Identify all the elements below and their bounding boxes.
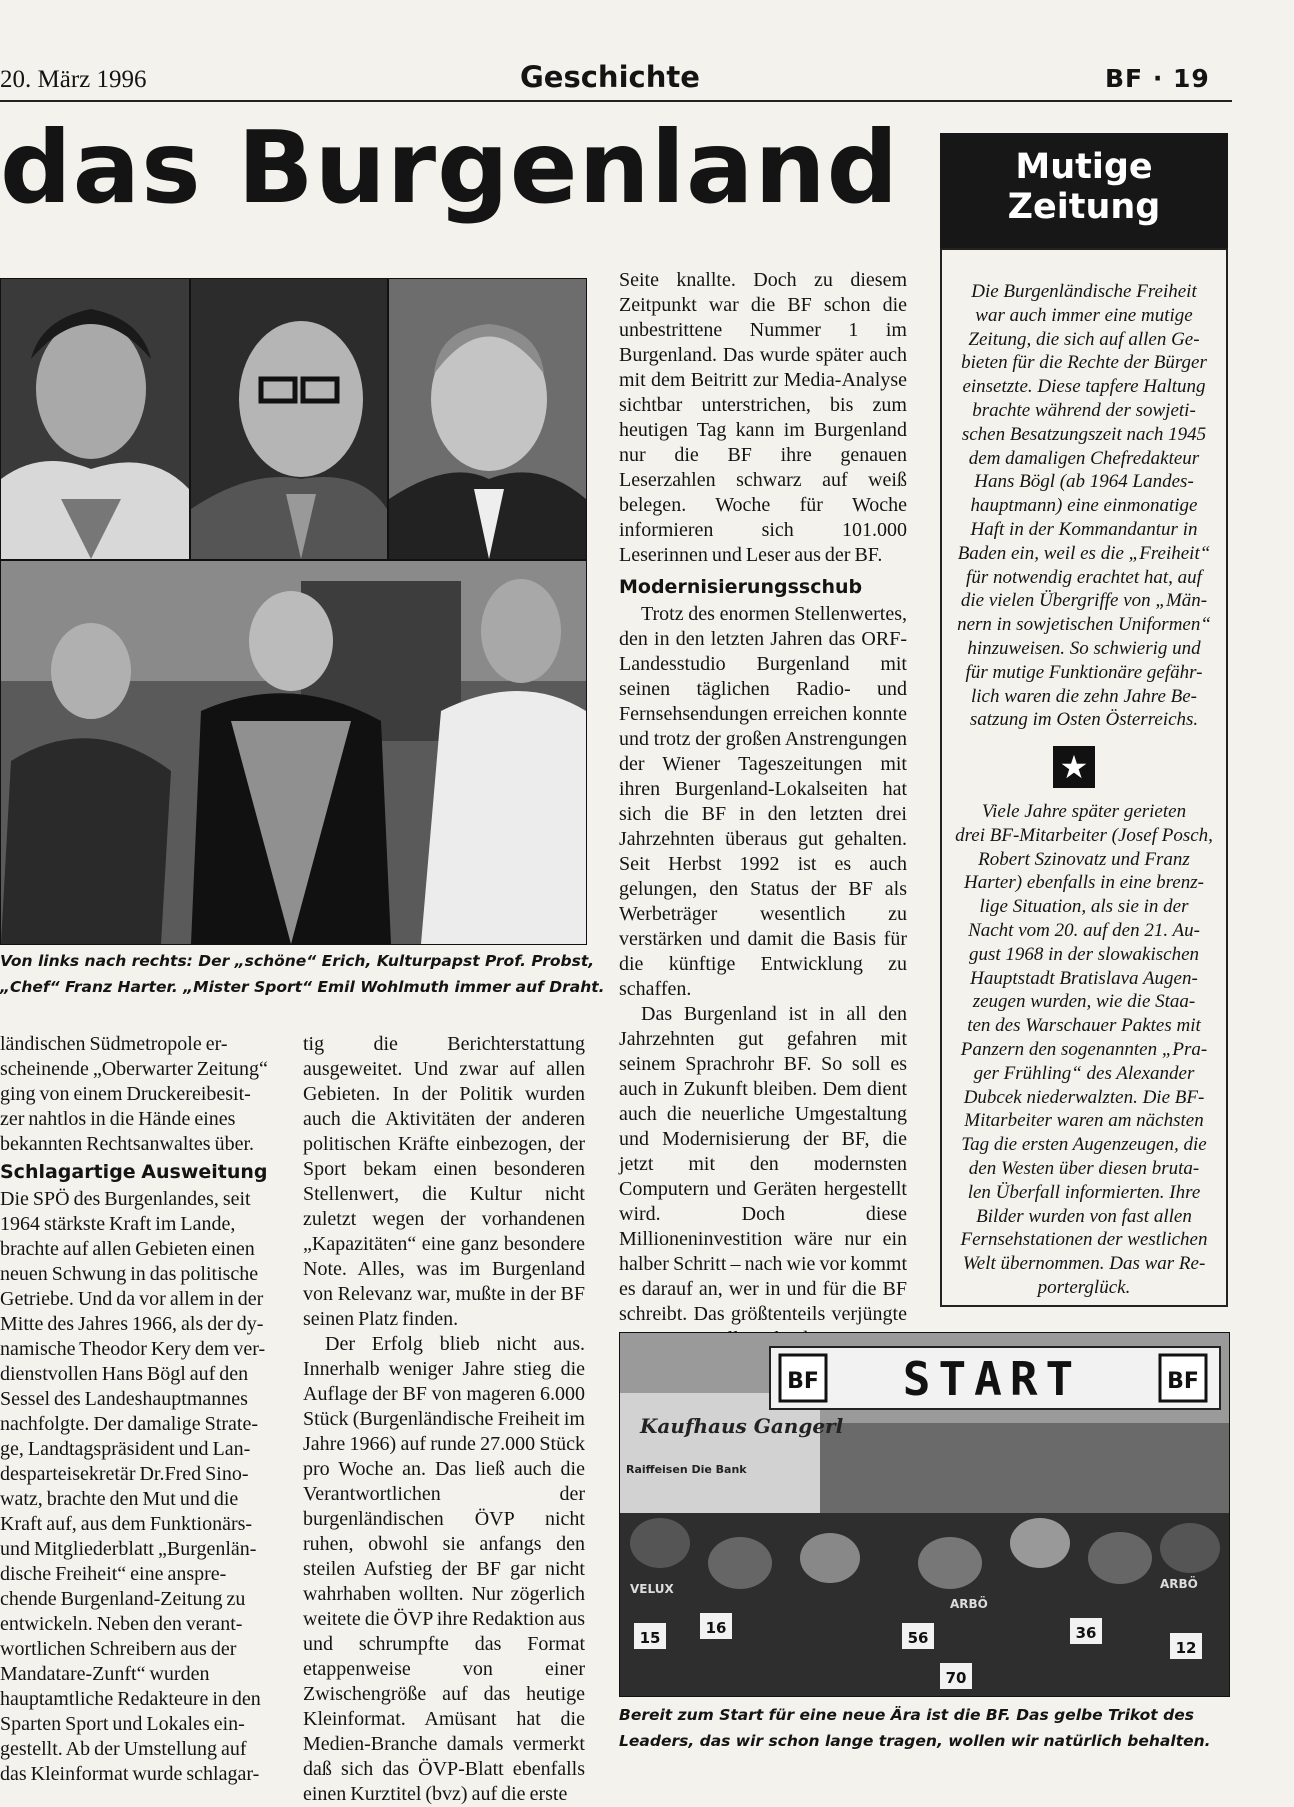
sidebar-line: Welt übernommen. Das war Re- — [962, 1253, 1206, 1275]
sidebar-line: Harter) ebenfalls in eine brenz- — [964, 872, 1204, 894]
article-column-2 — [303, 1032, 585, 1807]
col1-line: entwickeln. Neben den verant- — [0, 1613, 243, 1635]
sidebar-paragraph-1 — [944, 280, 1224, 732]
sidebar-line: schen Besatzungszeit nach 1945 — [961, 423, 1207, 445]
col3-paragraph: Seite knallte. Doch zu diesem Zeitpunkt war die BF schon die unbestrittene Nummer 1 im Burgenland. Das wurde später auch mit dem Beitritt zur Media-Analyse sichtbar unterstrichen, bis zum heutigen Tag kann im Burgenland nur die BF ihre genauen Leserzahlen schwarz auf weiß belegen. Woche für Woche informieren sich 101.000 Leserinnen und Leser aus der BF. — [619, 269, 907, 566]
col1-line: Mandatare-Zunft“ wurden — [0, 1663, 210, 1685]
sidebar-line: war auch immer eine mutige — [975, 304, 1193, 326]
rider-number: 12 — [1175, 1639, 1197, 1657]
portrait-photo-left — [0, 278, 190, 560]
col1-line: hauptamtliche Redakteure in den — [0, 1688, 261, 1710]
col3-paragraph: Das Burgenland ist in all den Jahrzehnten gut gefahren mit seinem Sprachrohr BF. So soll es auch in Zukunft bleiben. Dem dient auch die neuerliche Umgestaltung und Modernisierung der BF, die jetzt mit den modernsten Computern und Geräten hergestellt wird. Doch diese Millioneninvestition wäre nur ein halber Schritt – nach wie vor kommt es darauf an, wer in und für die BF schreibt. Das größtenteils verjüngte — [619, 1003, 907, 1325]
jersey-label: ARBÖ — [950, 1597, 988, 1611]
start-banner-text: START — [902, 1352, 1082, 1406]
jersey-label: ARBÖ — [1160, 1577, 1198, 1591]
portrait-photo-middle — [190, 278, 388, 560]
group-photo — [0, 560, 587, 945]
banner-logo-left: BF — [787, 1369, 819, 1394]
col2-paragraph: Der Erfolg blieb nicht aus. Innerhalb weniger Jahre stieg die Auflage der BF von mageren 6.000 Stück (Burgenländische Freiheit im Jahre 1966) auf runde 27.000 Stück pro Woche an. Das ließ auch die Verantwortlichen der burgenländischen ÖVP nicht ruhen, obwohl sie anfangs den steilen Aufstieg der BF gar nicht wahrhaben wollten. Nur zögerlich weitete die ÖVP ihre Redaktion aus und schrumpfte das Format etappenweise von einer Zwischengröße auf das heutige Kleinformat. Amüsant hat die Medien-Branche damals vermerkt daß sich das ÖVP-Blatt ebenfalls einen Kurztitel (bvz) auf die erste — [303, 1333, 585, 1805]
rider-number: 70 — [945, 1669, 967, 1687]
page-number: BF · 19 — [1105, 64, 1210, 93]
sidebar-title — [940, 133, 1228, 248]
sidebar-line: die vielen Übergriffe von „Män- — [960, 590, 1208, 612]
col1-line: scheinende „Oberwarter Zeitung“ — [0, 1058, 268, 1080]
jersey-label: VELUX — [630, 1582, 674, 1596]
col1-line: zer nahtlos in die Hände eines — [0, 1108, 236, 1130]
col1-line: gestellt. Ab der Umstellung auf — [0, 1738, 247, 1760]
sidebar-line: Tag die ersten Augenzeugen, die — [961, 1134, 1207, 1156]
sidebar-line: für notwendig erachtet hat, auf — [966, 566, 1202, 588]
sidebar-line: Baden ein, weil es die „Freiheit“ — [957, 542, 1211, 564]
col1-line: ländischen Südmetropole er- — [0, 1033, 228, 1055]
sidebar-line: dem damaligen Chefredakteur — [968, 447, 1200, 469]
group-photo-caption-line2: „Chef“ Franz Harter. „Mister Sport“ Emil Wohlmuth immer auf Draht. — [0, 978, 605, 996]
col3-paragraph: Trotz des enormen Stellenwertes, den in den letzten Jahren das ORF-Landesstudio Burgenland mit seinen täglichen Radio- und Fernsehsendungen erreichen konnte und trotz der großen Anstrengungen der Wiener Tageszeitungen mit ihren Burgenland-Lokalseiten hat sich die BF in den letzten drei Jahrzehnten überaus gut gehalten. Seit Herbst 1992 ist es auch gelungen, den Status der BF als Werbeträger wesentlich zu verstärken und damit die Basis für die künftige Entwicklung zu schaffen. — [619, 603, 907, 1000]
portrait-photo-right — [388, 278, 587, 560]
sidebar-line: Hauptstadt Bratislava Augen- — [970, 967, 1198, 989]
sidebar-line: lige Situation, als sie in der — [979, 896, 1189, 918]
start-photo-caption-line1: Bereit zum Start für eine neue Ära ist die BF. Das gelbe Trikot des — [619, 1706, 1194, 1724]
sidebar-line: porterglück. — [1037, 1276, 1131, 1298]
sidebar-line: Nacht vom 20. auf den 21. Au- — [968, 919, 1200, 941]
col1-line: ge, Landtagspräsident und Lan- — [0, 1438, 251, 1460]
group-photo-caption-line1: Von links nach rechts: Der „schöne“ Erich, Kulturpapst Prof. Probst, — [0, 952, 595, 970]
col1-line: dische Freiheit“ eine anspre- — [0, 1563, 227, 1585]
rider-number: 15 — [639, 1629, 661, 1647]
sidebar-line: zeugen wurden, wie die Staa- — [972, 991, 1196, 1013]
col1-line: neuen Schwung in das politische — [0, 1263, 259, 1285]
col1-line: das Kleinformat wurde schlagar- — [0, 1763, 260, 1785]
rider-number: 36 — [1075, 1624, 1097, 1642]
sidebar-line: nern in sowjetischen Uniformen“ — [957, 614, 1211, 636]
rider-number: 16 — [705, 1619, 727, 1637]
section-title: Geschichte — [520, 60, 700, 94]
col1-line: watz, brachte den Mut und die — [0, 1488, 239, 1510]
start-photo — [619, 1332, 1230, 1697]
sidebar-line: Bilder wurden von fast allen — [976, 1205, 1192, 1227]
col1-line: brachte auf allen Gebieten einen — [0, 1238, 255, 1260]
sidebar-line: den Westen über diesen bruta- — [968, 1157, 1200, 1179]
sidebar-paragraph-2 — [944, 800, 1224, 1300]
sidebar-line: Robert Szinovatz und Franz — [978, 848, 1190, 870]
subhead-ausweitung: Schlagartige Ausweitung — [0, 1161, 268, 1183]
col1-line: Sparten Sport und Lokales ein- — [0, 1713, 245, 1735]
sidebar-line: Fernsehstationen der westlichen — [960, 1229, 1208, 1251]
sidebar-title-line: Mutige — [1015, 147, 1153, 187]
subhead-modernisierung: Modernisierungsschub — [619, 576, 863, 598]
sidebar-line: Dubcek niederwalzten. Die BF- — [963, 1086, 1205, 1108]
sidebar-line: ger Frühling“ des Alexander — [973, 1062, 1195, 1084]
sidebar-line: bieten für die Rechte der Bürger — [961, 352, 1207, 374]
article-column-3 — [619, 268, 907, 1377]
sidebar-line: Die Burgenländische Freiheit — [971, 281, 1197, 302]
sidebar-line: Viele Jahre später gerieten — [981, 801, 1187, 822]
shop-sign: Kaufhaus Gangerl — [640, 1414, 844, 1438]
col1-line: namische Theodor Kery dem ver- — [0, 1338, 266, 1360]
col1-line: nachfolgte. Der damalige Strate- — [0, 1413, 258, 1435]
headline: das Burgenland — [0, 109, 900, 226]
col1-line: Mitte des Jahres 1966, als der dy- — [0, 1313, 264, 1335]
col1-line: dienstvollen Hans Bögl auf den — [0, 1363, 249, 1385]
sidebar-line: len Überfall informierten. Ihre — [967, 1181, 1201, 1203]
banner-logo-right: BF — [1167, 1369, 1199, 1394]
header-rule — [0, 100, 1232, 102]
sidebar-line: Hans Bögl (ab 1964 Landes- — [974, 471, 1194, 493]
sidebar-line: Panzern den sogenannten „Pra- — [960, 1038, 1208, 1060]
star-icon: ★ — [1053, 746, 1095, 788]
sidebar-line: drei BF-Mitarbeiter (Josef Posch, — [955, 824, 1213, 846]
sidebar-line: gust 1968 in der slowakischen — [968, 943, 1200, 965]
bank-sign: Raiffeisen Die Bank — [626, 1463, 747, 1476]
col1-line: bekannten Rechtsanwaltes über. — [0, 1133, 255, 1155]
col1-line: ging von einem Druckereibesit- — [0, 1083, 251, 1105]
sidebar-line: satzung im Osten Österreichs. — [969, 709, 1199, 731]
sidebar-line: Zeitung, die sich auf allen Ge- — [968, 328, 1200, 350]
col1-line: Die SPÖ des Burgenlandes, seit — [0, 1188, 251, 1210]
rider-number: 56 — [907, 1629, 929, 1647]
sidebar-title-line: Zeitung — [1007, 187, 1161, 227]
col1-line: Sessel des Landeshauptmannes — [0, 1388, 248, 1410]
col1-line: chende Burgenland-Zeitung zu — [0, 1588, 246, 1610]
sidebar-line: Haft in der Kommandantur in — [970, 518, 1198, 540]
col2-paragraph: tig die Berichterstattung ausgeweitet. Und zwar auf allen Gebieten. In der Politik wurden auch die Aktivitäten der anderen politischen Kräfte einbezogen, der Sport bekam einen besonderen Stellenwert, die Kultur nicht zuletzt wegen der vorhandenen „Kapazitäten“ eine ganz besondere Note. Alles, was im Burgenland von Relevanz war, mußte in der BF seinen Platz finden. — [303, 1033, 585, 1330]
col1-line: 1964 stärkste Kraft im Lande, — [0, 1213, 236, 1235]
col1-line: Kraft auf, aus dem Funktionärs- — [0, 1513, 253, 1535]
col1-line: desparteisekretär Dr.Fred Sino- — [0, 1463, 249, 1485]
col1-line: und Mitgliederblatt „Burgenlän- — [0, 1538, 257, 1560]
sidebar-line: brachte während der sowjeti- — [972, 399, 1196, 421]
col1-line: wortlichen Schreibern aus der — [0, 1638, 237, 1660]
sidebar-line: Mitarbeiter waren am nächsten — [964, 1110, 1204, 1132]
sidebar-line: ten des Warschauer Paktes mit — [967, 1015, 1201, 1037]
issue-date: 20. März 1996 — [0, 66, 147, 93]
sidebar-line: hauptmann) eine einmonatige — [970, 495, 1198, 517]
article-column-1 — [0, 1032, 272, 1787]
sidebar-line: hinzuweisen. So schwierig und — [967, 637, 1201, 659]
sidebar-line: einsetzte. Diese tapfere Haltung — [962, 376, 1206, 398]
col1-line: Getriebe. Und da vor allem in der — [0, 1288, 264, 1310]
sidebar-line: lich waren die zehn Jahre Be- — [971, 685, 1197, 707]
start-photo-caption-line2: Leaders, das wir schon lange tragen, wollen wir natürlich behalten. — [619, 1732, 1211, 1750]
sidebar-line: für mutige Funktionäre gefähr- — [965, 661, 1203, 683]
